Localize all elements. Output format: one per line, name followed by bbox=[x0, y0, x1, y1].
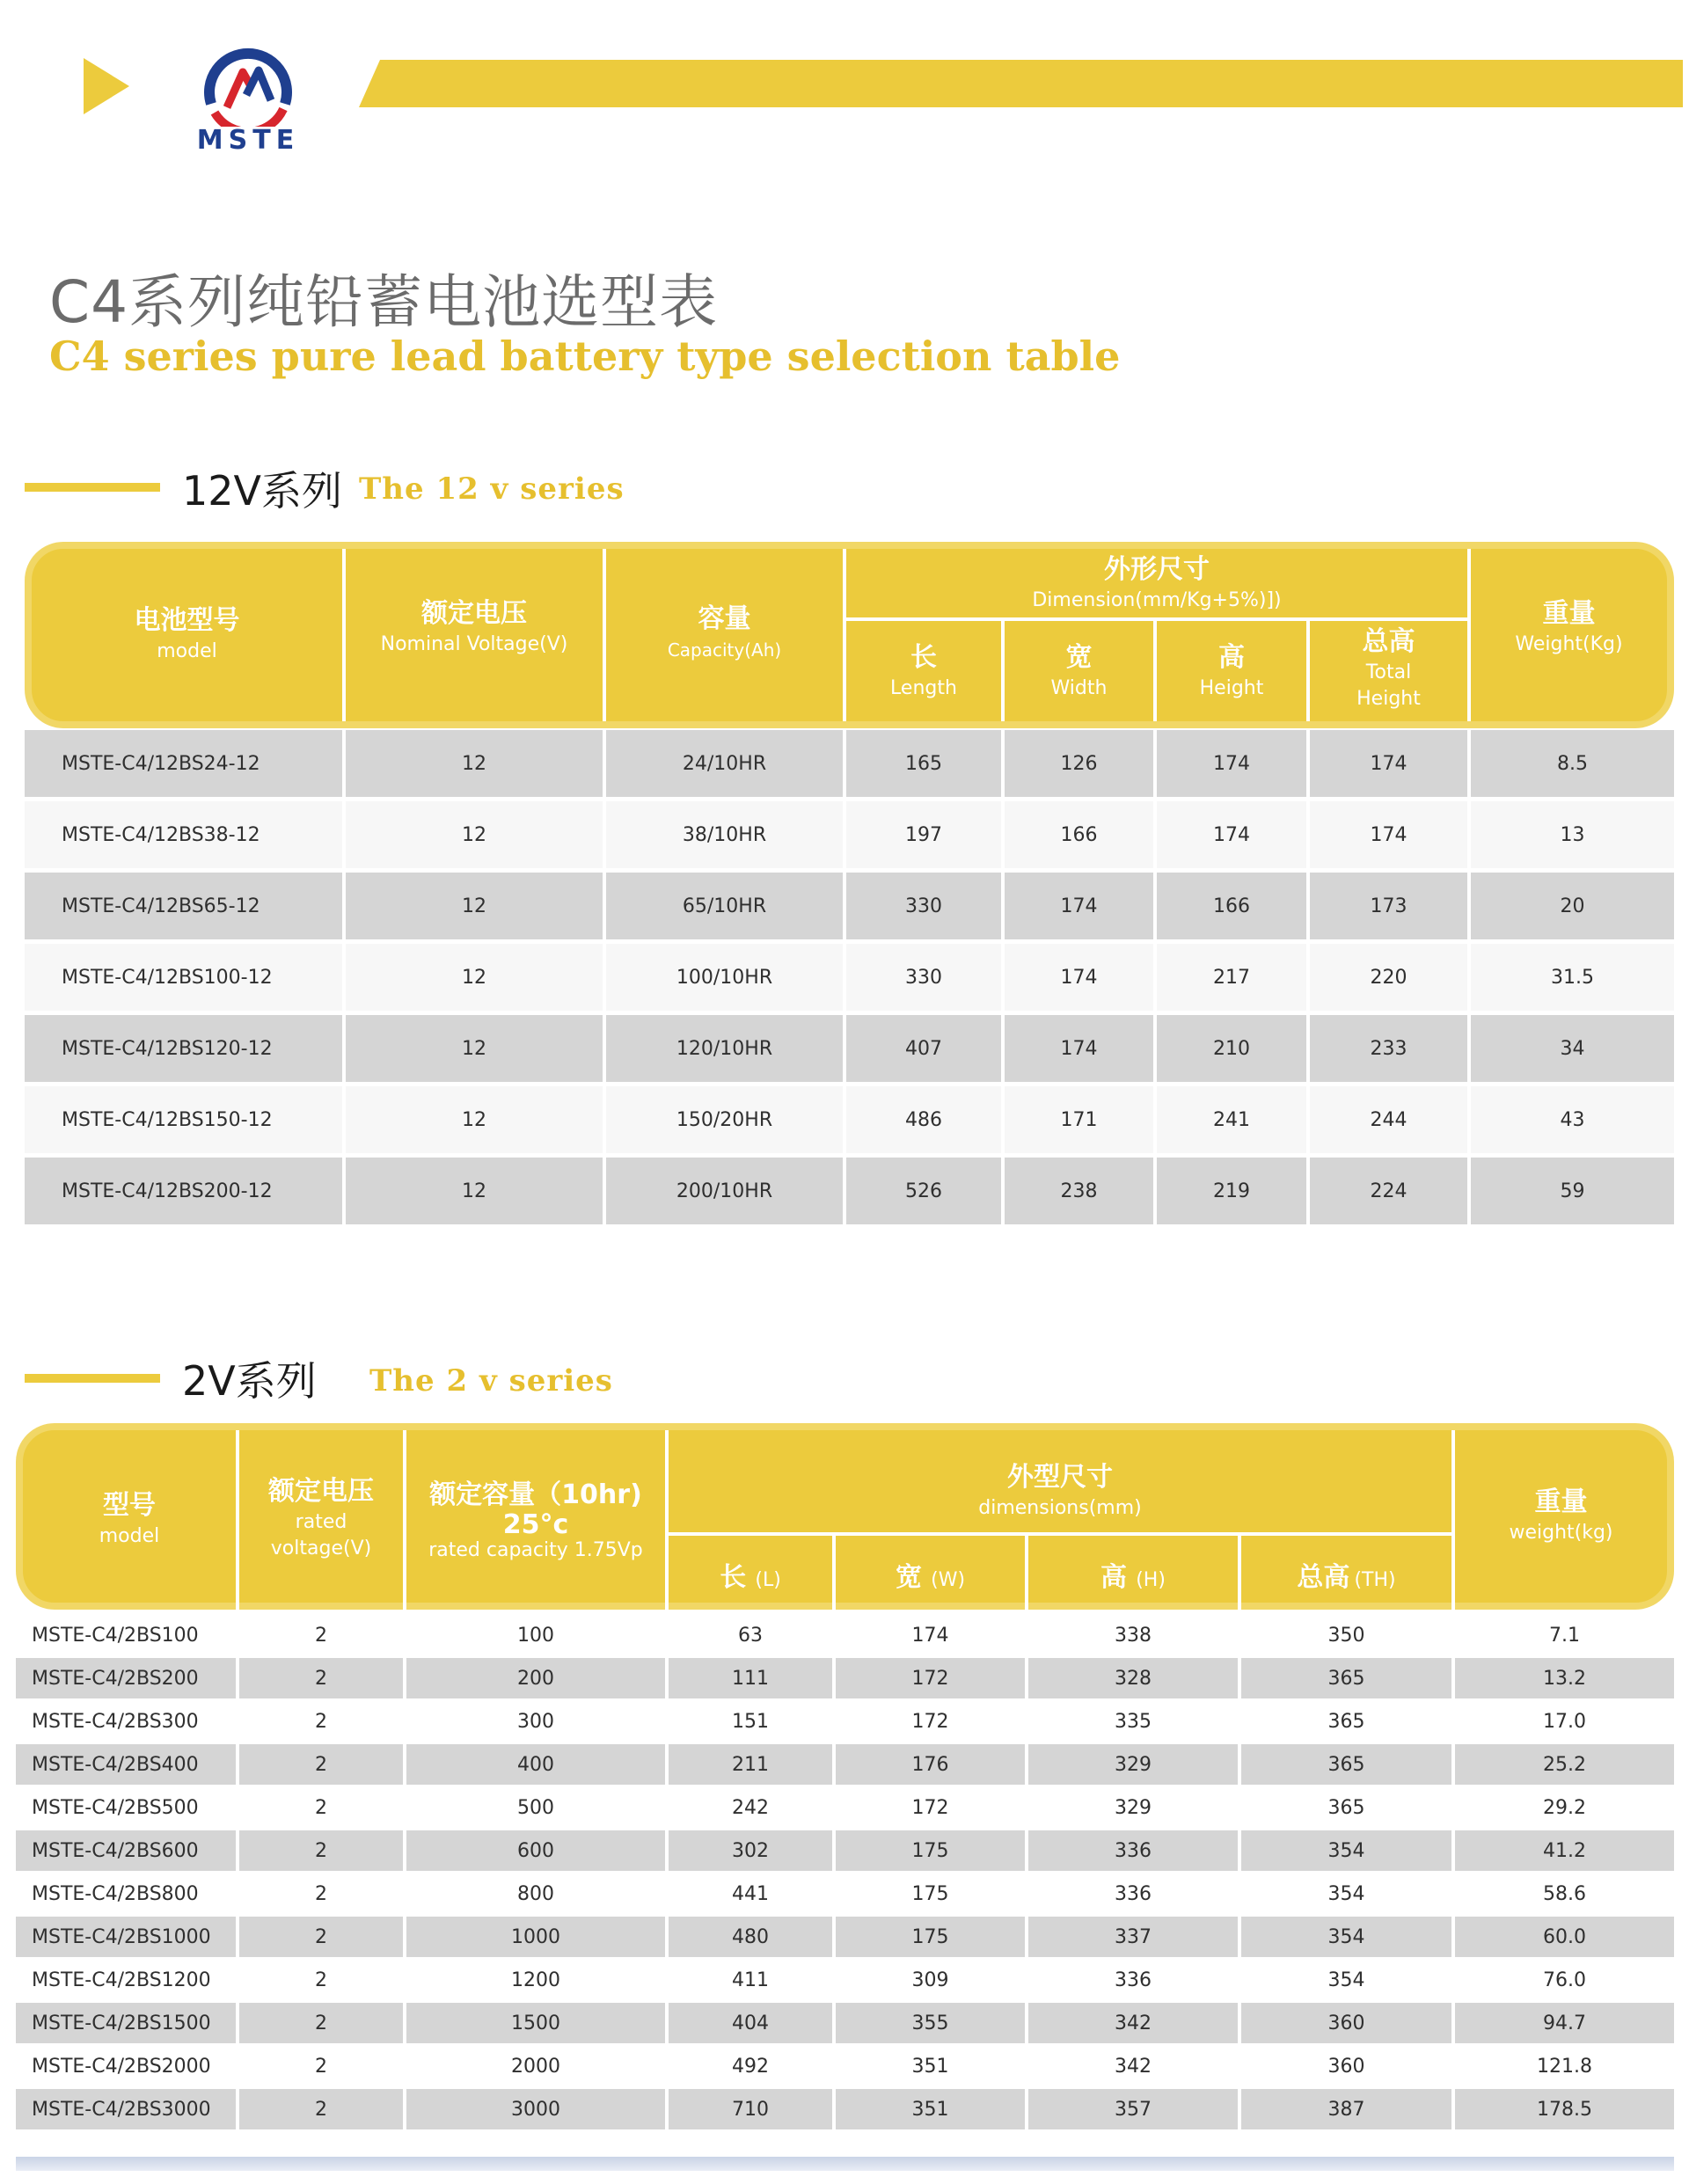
table-row bbox=[25, 944, 1674, 1011]
table-cell: 175 bbox=[836, 1874, 1025, 1914]
table-row bbox=[16, 1658, 1674, 1698]
bottom-bar bbox=[16, 2157, 1674, 2171]
table-cell: 241 bbox=[1157, 1086, 1306, 1153]
table-cell: 12 bbox=[346, 1086, 603, 1153]
table-cell: 220 bbox=[1310, 944, 1467, 1011]
table-cell: 2 bbox=[239, 2003, 403, 2043]
table-cell: MSTE-C4/2BS1500 bbox=[16, 2003, 236, 2043]
table-cell: 100/10HR bbox=[606, 944, 843, 1011]
table-cell: 150/20HR bbox=[606, 1086, 843, 1153]
table-cell: 63 bbox=[669, 1615, 832, 1655]
table-cell: 365 bbox=[1241, 1787, 1451, 1828]
table-cell: 233 bbox=[1310, 1015, 1467, 1082]
table-row bbox=[16, 1744, 1674, 1785]
table-cell: 411 bbox=[669, 1960, 832, 2000]
table-cell: 480 bbox=[669, 1917, 832, 1957]
table-cell: 2 bbox=[239, 2046, 403, 2086]
table-cell: 407 bbox=[846, 1015, 1001, 1082]
table-cell: 151 bbox=[669, 1701, 832, 1742]
table-cell: 166 bbox=[1157, 873, 1306, 939]
header-dimension: 外形尺寸 Dimension(mm/Kg+5%)]) bbox=[1032, 554, 1282, 611]
table-cell: 59 bbox=[1471, 1158, 1674, 1224]
table-cell: 387 bbox=[1241, 2089, 1451, 2129]
table-cell: 12 bbox=[346, 801, 603, 868]
table-cell: 76.0 bbox=[1455, 1960, 1674, 2000]
page-title-en: C4 series pure lead battery type selection table bbox=[49, 332, 1121, 380]
table-row bbox=[16, 1615, 1674, 1655]
table-cell: 173 bbox=[1310, 873, 1467, 939]
table-cell: 1000 bbox=[406, 1917, 665, 1957]
table-cell: 2 bbox=[239, 2089, 403, 2129]
table-cell: MSTE-C4/12BS200-12 bbox=[25, 1158, 342, 1224]
table-cell: 34 bbox=[1471, 1015, 1674, 1082]
table-cell: 24/10HR bbox=[606, 730, 843, 797]
table-cell: 342 bbox=[1028, 2046, 1238, 2086]
table-cell: 492 bbox=[669, 2046, 832, 2086]
table-cell: 2 bbox=[239, 1744, 403, 1785]
table-cell: 360 bbox=[1241, 2046, 1451, 2086]
table-row bbox=[25, 730, 1674, 797]
table-cell: 350 bbox=[1241, 1615, 1451, 1655]
table-cell: 166 bbox=[1005, 801, 1153, 868]
table-row bbox=[16, 1960, 1674, 2000]
table-cell: MSTE-C4/2BS2000 bbox=[16, 2046, 236, 2086]
table-cell: 526 bbox=[846, 1158, 1001, 1224]
header-width: 宽 (W) bbox=[895, 1562, 966, 1593]
table-cell: MSTE-C4/2BS300 bbox=[16, 1701, 236, 1742]
table-row bbox=[16, 1830, 1674, 1871]
header-dimensions: 外型尺寸 dimensions(mm) bbox=[978, 1462, 1142, 1519]
table-cell: 210 bbox=[1157, 1015, 1306, 1082]
table-cell: 165 bbox=[846, 730, 1001, 797]
table-cell: MSTE-C4/2BS800 bbox=[16, 1874, 236, 1914]
section-divider-12v bbox=[25, 483, 160, 492]
logo-ring-icon bbox=[169, 39, 327, 127]
table-cell: 174 bbox=[1157, 730, 1306, 797]
table-cell: 219 bbox=[1157, 1158, 1306, 1224]
table-cell: 309 bbox=[836, 1960, 1025, 2000]
table-cell: 354 bbox=[1241, 1917, 1451, 1957]
table-cell: 175 bbox=[836, 1917, 1025, 1957]
table-cell: 300 bbox=[406, 1701, 665, 1742]
table-cell: 2 bbox=[239, 1874, 403, 1914]
table-cell: 2 bbox=[239, 1917, 403, 1957]
table-cell: 12 bbox=[346, 1158, 603, 1224]
table-cell: 338 bbox=[1028, 1615, 1238, 1655]
table-cell: 100 bbox=[406, 1615, 665, 1655]
table-cell: 174 bbox=[1310, 730, 1467, 797]
table-cell: 342 bbox=[1028, 2003, 1238, 2043]
table-cell: 197 bbox=[846, 801, 1001, 868]
table-12v bbox=[25, 542, 1674, 1228]
table-cell: 200/10HR bbox=[606, 1158, 843, 1224]
table-cell: 354 bbox=[1241, 1960, 1451, 2000]
table-cell: 211 bbox=[669, 1744, 832, 1785]
table-cell: 217 bbox=[1157, 944, 1306, 1011]
table-cell: 355 bbox=[836, 2003, 1025, 2043]
section-heading-12v-en: The 12 v series bbox=[359, 471, 625, 507]
header-length: 长 Length bbox=[890, 642, 957, 699]
table-cell: 1500 bbox=[406, 2003, 665, 2043]
table-cell: 174 bbox=[1005, 1015, 1153, 1082]
table-cell: 360 bbox=[1241, 2003, 1451, 2043]
table-cell: 600 bbox=[406, 1830, 665, 1871]
table-cell: 330 bbox=[846, 944, 1001, 1011]
section-heading-2v-en: The 2 v series bbox=[369, 1363, 613, 1399]
table-cell: 176 bbox=[836, 1744, 1025, 1785]
table-row bbox=[16, 1874, 1674, 1914]
table-row bbox=[16, 2046, 1674, 2086]
table-cell: 25.2 bbox=[1455, 1744, 1674, 1785]
table-cell: 2 bbox=[239, 1960, 403, 2000]
header-width: 宽 Width bbox=[1050, 642, 1108, 699]
header-weight: 重量 weight(kg) bbox=[1509, 1486, 1613, 1544]
table-cell: 29.2 bbox=[1455, 1787, 1674, 1828]
table-row bbox=[16, 2089, 1674, 2129]
table-2v bbox=[16, 1423, 1674, 2127]
table-cell: 8.5 bbox=[1471, 730, 1674, 797]
section-heading-2v-cn: 2V系列 bbox=[182, 1357, 317, 1405]
table-cell: 400 bbox=[406, 1744, 665, 1785]
table-cell: 335 bbox=[1028, 1701, 1238, 1742]
table-cell: MSTE-C4/12BS38-12 bbox=[25, 801, 342, 868]
header-model: 型号 model bbox=[99, 1490, 160, 1547]
table-cell: 12 bbox=[346, 730, 603, 797]
table-cell: 20 bbox=[1471, 873, 1674, 939]
header-capacity: 容量 Capacity(Ah) bbox=[667, 603, 782, 661]
table-row bbox=[16, 2003, 1674, 2043]
table-cell: MSTE-C4/2BS1000 bbox=[16, 1917, 236, 1957]
table-row bbox=[25, 1086, 1674, 1153]
table-row bbox=[25, 801, 1674, 868]
table-cell: 12 bbox=[346, 873, 603, 939]
table-cell: 12 bbox=[346, 944, 603, 1011]
table-cell: 13 bbox=[1471, 801, 1674, 868]
table-cell: 200 bbox=[406, 1658, 665, 1698]
table-cell: 330 bbox=[846, 873, 1001, 939]
section-heading-12v-cn: 12V系列 bbox=[182, 467, 343, 515]
header-voltage: 额定电压 Nominal Voltage(V) bbox=[380, 598, 568, 655]
table-cell: 2 bbox=[239, 1787, 403, 1828]
header-voltage: 额定电压 rated voltage(V) bbox=[268, 1476, 374, 1559]
table-cell: 178.5 bbox=[1455, 2089, 1674, 2129]
table-cell: 38/10HR bbox=[606, 801, 843, 868]
table-cell: 111 bbox=[669, 1658, 832, 1698]
table-cell: 242 bbox=[669, 1787, 832, 1828]
table-cell: 800 bbox=[406, 1874, 665, 1914]
table-cell: 7.1 bbox=[1455, 1615, 1674, 1655]
table-cell: 31.5 bbox=[1471, 944, 1674, 1011]
table-cell: MSTE-C4/12BS65-12 bbox=[25, 873, 342, 939]
table-cell: 17.0 bbox=[1455, 1701, 1674, 1742]
header-model: 电池型号 model bbox=[134, 605, 240, 662]
table-cell: 486 bbox=[846, 1086, 1001, 1153]
table-row bbox=[25, 873, 1674, 939]
table-cell: 2 bbox=[239, 1658, 403, 1698]
table-row bbox=[25, 1158, 1674, 1224]
header-height: 高 Height bbox=[1199, 642, 1264, 699]
table-cell: 12 bbox=[346, 1015, 603, 1082]
table-cell: 336 bbox=[1028, 1960, 1238, 2000]
table-cell: MSTE-C4/12BS24-12 bbox=[25, 730, 342, 797]
header-band bbox=[359, 60, 1683, 107]
table-cell: 354 bbox=[1241, 1874, 1451, 1914]
table-cell: MSTE-C4/12BS100-12 bbox=[25, 944, 342, 1011]
header-total-height: 总高 (TH) bbox=[1297, 1562, 1396, 1593]
table-cell: 336 bbox=[1028, 1874, 1238, 1914]
brand-logo bbox=[169, 39, 327, 162]
table-cell: 354 bbox=[1241, 1830, 1451, 1871]
table-row bbox=[16, 1701, 1674, 1742]
table-cell: 365 bbox=[1241, 1744, 1451, 1785]
table-cell: 302 bbox=[669, 1830, 832, 1871]
section-divider-2v bbox=[25, 1374, 160, 1383]
header-total-height: 总高 Total Height bbox=[1356, 626, 1421, 710]
table-cell: MSTE-C4/2BS500 bbox=[16, 1787, 236, 1828]
table-cell: 174 bbox=[1310, 801, 1467, 868]
table-cell: MSTE-C4/2BS600 bbox=[16, 1830, 236, 1871]
header-weight: 重量 Weight(Kg) bbox=[1515, 598, 1623, 655]
table-cell: 13.2 bbox=[1455, 1658, 1674, 1698]
header-height: 高 (H) bbox=[1100, 1562, 1166, 1593]
play-arrow-icon bbox=[84, 58, 129, 114]
table-cell: 174 bbox=[1157, 801, 1306, 868]
table-cell: 60.0 bbox=[1455, 1917, 1674, 1957]
table-cell: 441 bbox=[669, 1874, 832, 1914]
table-cell: 120/10HR bbox=[606, 1015, 843, 1082]
table-cell: 65/10HR bbox=[606, 873, 843, 939]
table-cell: 329 bbox=[1028, 1787, 1238, 1828]
table-cell: 43 bbox=[1471, 1086, 1674, 1153]
table-cell: 172 bbox=[836, 1787, 1025, 1828]
table-cell: 172 bbox=[836, 1701, 1025, 1742]
table-cell: 365 bbox=[1241, 1658, 1451, 1698]
table-cell: 224 bbox=[1310, 1158, 1467, 1224]
table-cell: 404 bbox=[669, 2003, 832, 2043]
table-cell: 351 bbox=[836, 2089, 1025, 2129]
table-cell: 171 bbox=[1005, 1086, 1153, 1153]
table-cell: 2 bbox=[239, 1701, 403, 1742]
table-cell: MSTE-C4/2BS200 bbox=[16, 1658, 236, 1698]
table-cell: 94.7 bbox=[1455, 2003, 1674, 2043]
table-cell: 710 bbox=[669, 2089, 832, 2129]
header-length: 长 (L) bbox=[720, 1562, 781, 1593]
table-cell: 174 bbox=[1005, 944, 1153, 1011]
table-cell: 2000 bbox=[406, 2046, 665, 2086]
logo-text: MSTE bbox=[196, 125, 300, 156]
table-cell: MSTE-C4/12BS120-12 bbox=[25, 1015, 342, 1082]
table-cell: MSTE-C4/2BS3000 bbox=[16, 2089, 236, 2129]
table-cell: MSTE-C4/12BS150-12 bbox=[25, 1086, 342, 1153]
header-capacity: 额定容量（10hr) 25°c rated capacity 1.75Vp bbox=[428, 1479, 643, 1561]
table-cell: 238 bbox=[1005, 1158, 1153, 1224]
table-row bbox=[16, 1917, 1674, 1957]
table-cell: 3000 bbox=[406, 2089, 665, 2129]
table-cell: 365 bbox=[1241, 1701, 1451, 1742]
table-cell: 41.2 bbox=[1455, 1830, 1674, 1871]
table-cell: MSTE-C4/2BS100 bbox=[16, 1615, 236, 1655]
table-cell: 329 bbox=[1028, 1744, 1238, 1785]
table-row bbox=[25, 1015, 1674, 1082]
table-cell: MSTE-C4/2BS400 bbox=[16, 1744, 236, 1785]
table-cell: 500 bbox=[406, 1787, 665, 1828]
table-cell: 174 bbox=[836, 1615, 1025, 1655]
table-cell: 172 bbox=[836, 1658, 1025, 1698]
table-cell: 1200 bbox=[406, 1960, 665, 2000]
table-cell: 126 bbox=[1005, 730, 1153, 797]
table-row bbox=[16, 1787, 1674, 1828]
table-cell: 2 bbox=[239, 1830, 403, 1871]
table-cell: 328 bbox=[1028, 1658, 1238, 1698]
table-cell: 58.6 bbox=[1455, 1874, 1674, 1914]
table-cell: 121.8 bbox=[1455, 2046, 1674, 2086]
page-title-cn: C4系列纯铅蓄电池选型表 bbox=[49, 268, 719, 336]
table-cell: 174 bbox=[1005, 873, 1153, 939]
table-cell: 351 bbox=[836, 2046, 1025, 2086]
table-cell: 244 bbox=[1310, 1086, 1467, 1153]
table-cell: 2 bbox=[239, 1615, 403, 1655]
table-cell: MSTE-C4/2BS1200 bbox=[16, 1960, 236, 2000]
table-cell: 337 bbox=[1028, 1917, 1238, 1957]
table-cell: 357 bbox=[1028, 2089, 1238, 2129]
table-cell: 175 bbox=[836, 1830, 1025, 1871]
table-cell: 336 bbox=[1028, 1830, 1238, 1871]
